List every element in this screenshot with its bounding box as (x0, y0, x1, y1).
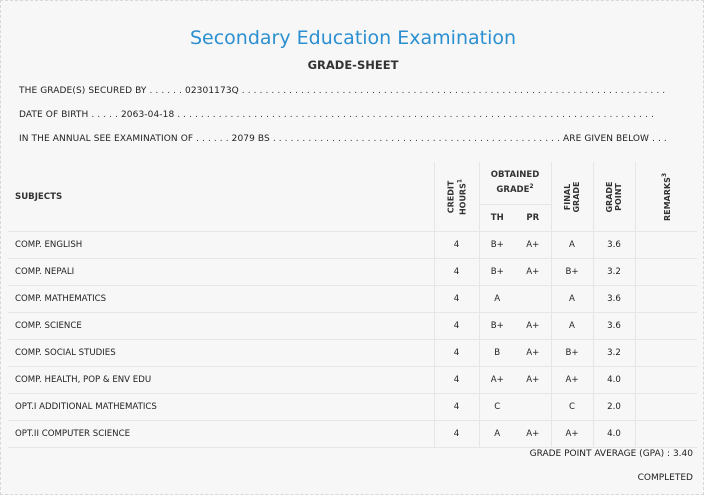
subject-name: COMP. HEALTH, POP & ENV EDU (8, 367, 434, 394)
theory-grade: B+ (479, 313, 515, 340)
remarks (635, 313, 697, 340)
dot-leader: . . . . . . . . . . . . . . . . . . . . . . . . . . . . . . . . . . . . . . . . . . . . . . . . . (272, 134, 563, 144)
credit-hours: 4 (434, 340, 479, 367)
credit-hours-header: CREDIT HOURS$^1$ (434, 162, 479, 232)
practical-grade: A+ (515, 232, 551, 259)
grade-point: 3.2 (593, 259, 635, 286)
table-row (8, 367, 697, 394)
dot-leader: . . . . . . . . . . . . . . . . . . . . . . . . . . . . . . . . . . . . . . . . . . . . . . . . . . . . . . . . . . . . . . . . . . . . . . . . (241, 86, 666, 96)
exam-suffix: ARE GIVEN BELOW . . . (563, 134, 667, 144)
final-grade-header: FINAL GRADE (551, 162, 593, 232)
credit-hours: 4 (434, 394, 479, 421)
page-title: Secondary Education Examination (189, 27, 517, 49)
gpa-label: GRADE POINT AVERAGE (GPA) : (529, 449, 671, 459)
theory-grade: C (479, 394, 515, 421)
obtained-grade-header: OBTAINED GRADE$^2$ (479, 162, 551, 205)
gpa-line (530, 449, 693, 459)
credit-hours: 4 (434, 286, 479, 313)
table-row (8, 232, 697, 259)
subject-name: COMP. SCIENCE (8, 313, 434, 340)
subject-name: COMP. ENGLISH (8, 232, 434, 259)
dot-leader: . . . . . . . . . . . . . . . . . . . . . . . . . . . . . . . . . . . . . . . . . . . . . . . . . . . . . . . . . . . . . . . . . . . . . . . . . . . . . . . . . (177, 110, 654, 120)
grade-point: 3.6 (593, 286, 635, 313)
final-grade: A+ (551, 367, 593, 394)
table-row (8, 394, 697, 421)
practical-grade: A+ (515, 313, 551, 340)
page-subtitle: GRADE-SHEET (307, 58, 399, 72)
practical-grade (515, 286, 551, 313)
theory-grade: B+ (479, 232, 515, 259)
grade-point: 3.2 (593, 340, 635, 367)
subject-name: COMP. NEPALI (8, 259, 434, 286)
remarks (635, 232, 697, 259)
grade-point: 4.0 (593, 367, 635, 394)
credit-hours: 4 (434, 421, 479, 448)
theory-grade: A+ (479, 367, 515, 394)
table-row (8, 421, 697, 448)
grade-point: 3.6 (593, 313, 635, 340)
remarks (635, 259, 697, 286)
exam-label: IN THE ANNUAL SEE EXAMINATION OF (19, 134, 194, 144)
final-grade: A+ (551, 421, 593, 448)
table-row (8, 313, 697, 340)
grades-table (8, 162, 697, 448)
table-row (8, 340, 697, 367)
remarks (635, 286, 697, 313)
remarks (635, 340, 697, 367)
exam-year: 2079 BS (231, 134, 270, 144)
final-grade: A (551, 286, 593, 313)
credit-hours: 4 (434, 259, 479, 286)
theory-grade: A (479, 286, 515, 313)
grade-secured-line (19, 86, 665, 96)
dob-label: DATE OF BIRTH (19, 110, 89, 120)
subject-name: OPT.II COMPUTER SCIENCE (8, 421, 434, 448)
grade-point-header: GRADE POINT (593, 162, 635, 232)
practical-grade: A+ (515, 340, 551, 367)
theory-header: TH (479, 205, 515, 232)
theory-grade: A (479, 421, 515, 448)
subject-name: OPT.I ADDITIONAL MATHEMATICS (8, 394, 434, 421)
remarks (635, 421, 697, 448)
practical-grade: A+ (515, 259, 551, 286)
practical-header: PR (515, 205, 551, 232)
remarks (635, 394, 697, 421)
final-grade: A (551, 232, 593, 259)
practical-grade: A+ (515, 421, 551, 448)
theory-grade: B+ (479, 259, 515, 286)
grade-point: 3.6 (593, 232, 635, 259)
subjects-header: SUBJECTS (8, 162, 434, 232)
grade-point: 2.0 (593, 394, 635, 421)
credit-hours: 4 (434, 367, 479, 394)
final-grade: B+ (551, 340, 593, 367)
table-row (8, 286, 697, 313)
dob-line (19, 110, 654, 120)
grade-point: 4.0 (593, 421, 635, 448)
final-grade: A (551, 313, 593, 340)
dot-leader: . . . . . (91, 110, 121, 120)
gpa-value: 3.40 (672, 449, 693, 459)
subject-name: COMP. MATHEMATICS (8, 286, 434, 313)
dob-value: 2063-04-18 (120, 110, 175, 120)
final-grade: B+ (551, 259, 593, 286)
symbol-number: 02301173Q (185, 86, 239, 96)
status-text: COMPLETED (637, 473, 693, 483)
remarks-header: REMARKS$^3$ (635, 162, 697, 232)
theory-grade: B (479, 340, 515, 367)
final-grade: C (551, 394, 593, 421)
practical-grade: A+ (515, 367, 551, 394)
grade-secured-label: THE GRADE(S) SECURED BY (19, 86, 147, 96)
subject-name: COMP. SOCIAL STUDIES (8, 340, 434, 367)
exam-line (19, 134, 667, 144)
credit-hours: 4 (434, 232, 479, 259)
practical-grade (515, 394, 551, 421)
table-row (8, 259, 697, 286)
dot-leader: . . . . . . (149, 86, 186, 96)
dot-leader: . . . . . . (196, 134, 232, 144)
remarks (635, 367, 697, 394)
credit-hours: 4 (434, 313, 479, 340)
